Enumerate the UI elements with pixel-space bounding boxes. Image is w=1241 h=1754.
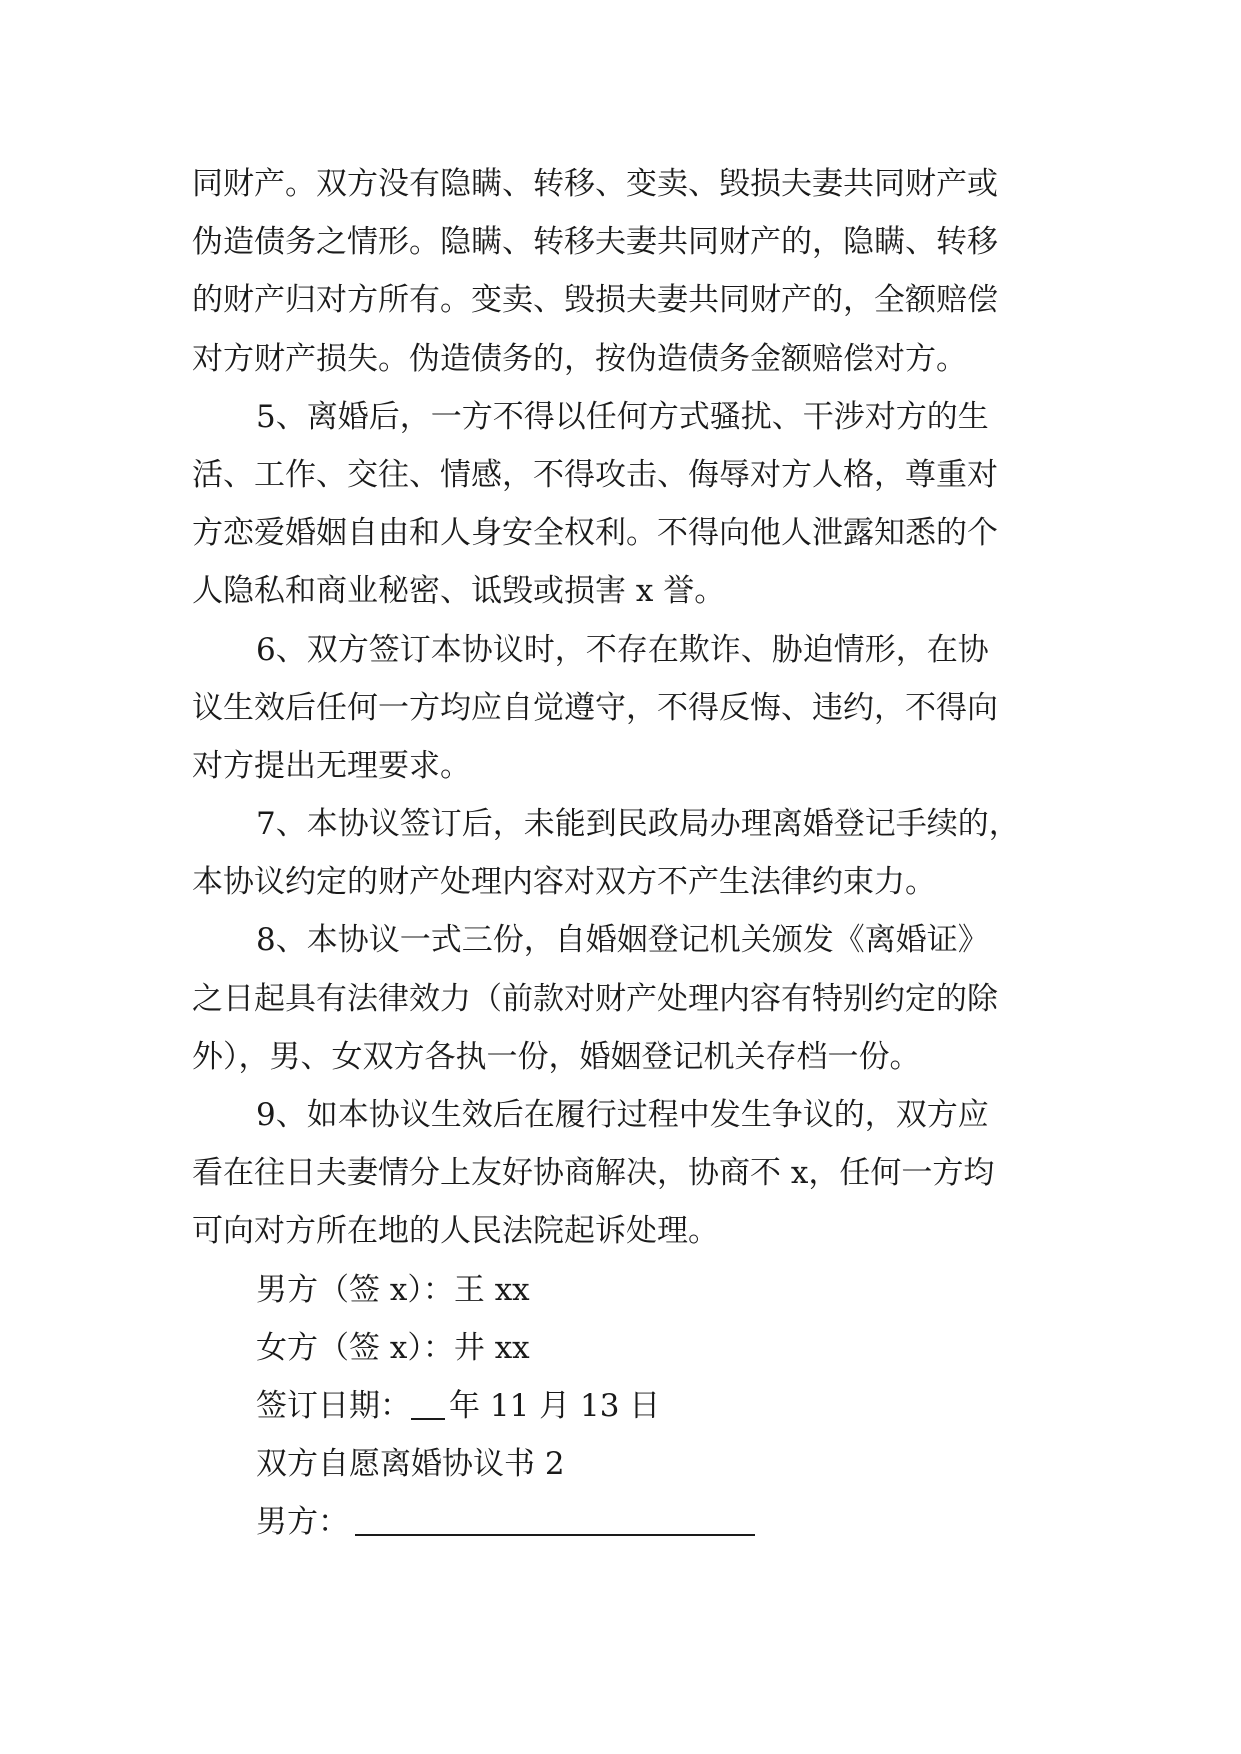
male-signature-line: 男方（签 x）：王 xx [256,1271,530,1308]
text-line: 外），男、女双方各执一份，婚姻登记机关存档一份。 [192,1038,921,1075]
text-line: 方恋爱婚姻自由和人身安全权利。不得向他人泄露知悉的个 [192,515,998,552]
text-line: 对方财产损失。伪造债务的，按伪造债务金额赔偿对方。 [192,340,967,377]
male-party-label: 男方： [256,1504,349,1541]
sign-date-line [192,1377,1062,1435]
text-line: 对方提出无理要求。 [192,747,471,784]
clause-9-line: 9、如本协议生效后在履行过程中发生争议的，双方应 [256,1097,989,1133]
text-line: 活、工作、交往、情感，不得攻击、侮辱对方人格，尊重对 [192,456,998,493]
male-party-line [192,1493,1062,1551]
text-line: 议生效后任何一方均应自觉遵守，不得反悔、违约，不得向 [192,689,998,726]
clause-6-line: 6、双方签订本协议时，不存在欺诈、胁迫情形，在协 [256,631,989,668]
text-line: 之日起具有法律效力（前款对财产处理内容有特别约定的除 [192,980,998,1017]
male-party-blank [355,1502,755,1536]
text-line: 人隐私和商业秘密、诋毁或损害 x 誉。 [192,573,726,610]
sign-date-label: 签订日期： [256,1387,411,1424]
clause-7-line: 7、本协议签订后，未能到民政局办理离婚登记手续的， [256,806,1020,843]
year-blank [411,1388,445,1420]
text-line: 同财产。双方没有隐瞒、转移、变卖、毁损夫妻共同财产或 [192,166,998,202]
female-signature-line: 女方（签 x）：井 xx [256,1329,530,1366]
text-line: 看在往日夫妻情分上友好协商解决，协商不 x，任何一方均 [192,1155,995,1192]
next-agreement-title: 双方自愿离婚协议书 2 [256,1446,565,1483]
sign-date-value: 年 11 月 13 日 [449,1387,661,1424]
text-line: 可向对方所在地的人民法院起诉处理。 [192,1213,719,1250]
clause-8-line: 8、本协议一式三份，自婚姻登记机关颁发《离婚证》 [256,922,989,959]
text-line: 本协议约定的财产处理内容对双方不产生法律约束力。 [192,864,936,901]
clause-5-line: 5、离婚后，一方不得以任何方式骚扰、干涉对方的生 [256,398,989,435]
text-line: 的财产归对方所有。变卖、毁损夫妻共同财产的，全额赔偿 [192,282,998,319]
document-body [192,155,1062,1552]
text-line: 伪造债务之情形。隐瞒、转移夫妻共同财产的，隐瞒、转移 [192,224,998,261]
